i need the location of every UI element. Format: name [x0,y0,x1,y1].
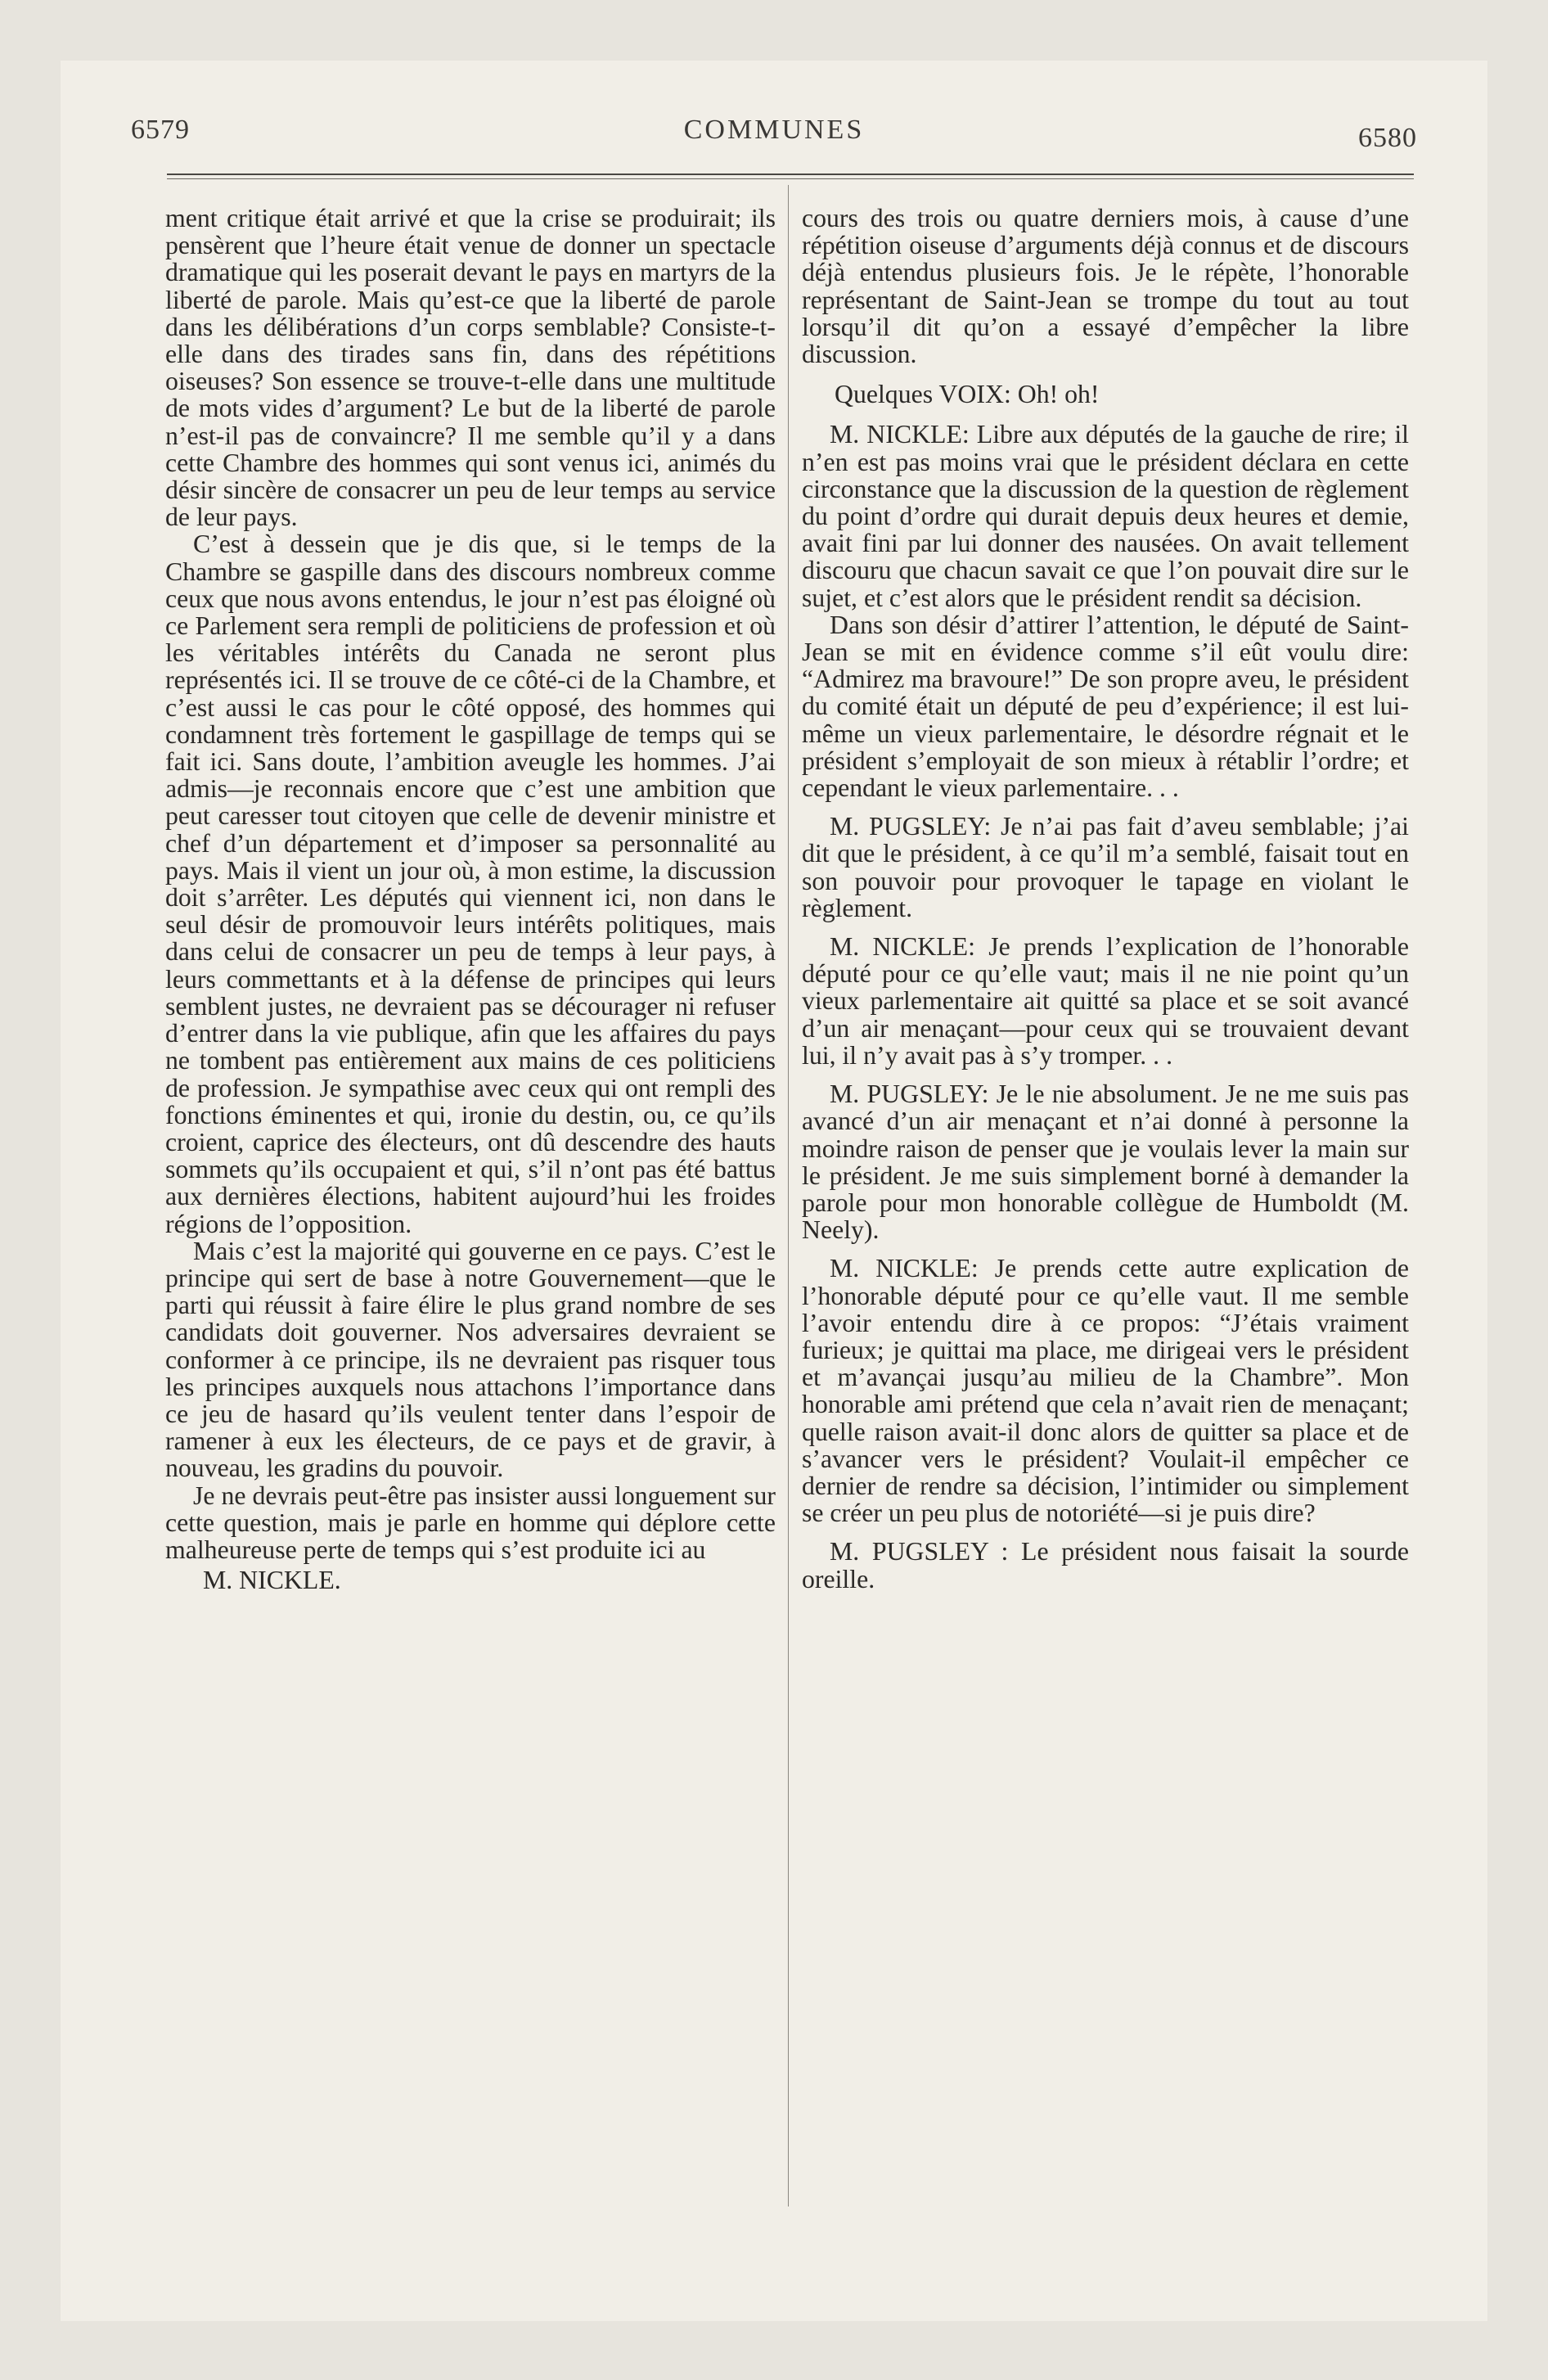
paragraph: Mais c’est la majorité qui gouverne en ce pays. C’est le principe qui sert de base à notre Gouvernement—que le parti qui réussit à faire élire le plus grand nombre de ses candidats doit gouverner. Nos adversaires devraient se conformer à ce principe, ils ne devraient pas risquer tous les principes auxquels nous attachons l’importance dans ce jeu de hasard qu’ils veulent tenter dans l’espoir de ramener à eux les électeurs, de ce pays et de gravir, à nouveau, les gradins du pouvoir. [165,1236,776,1483]
speaker-signature: M. NICKLE. [203,1566,341,1595]
speech-paragraph: M. PUGSLEY: Je le nie absolument. Je ne me suis pas avancé d’un air menaçant et n’ai donné à personne la moindre raison de penser que je voulais lever la main sur le président. Je me suis simplement borné à demander la parole pour mon honorable collègue de Humboldt (M. Neely). [802,1080,1409,1245]
page-header [131,115,1417,164]
paragraph: cours des trois ou quatre derniers mois, à cause d’une répétition oiseuse d’arguments déjà connus et de discours déjà entendus plusieurs fois. Je le répète, l’honorable représentant de Saint-Jean se trompe du tout au tout lorsqu’il dit qu’on a essayé d’empêcher la libre discussion. [802,204,1409,369]
page-number-right: 6580 [1358,123,1417,153]
paragraph: Dans son désir d’attirer l’attention, le député de Saint-Jean se mit en évidence comme s’il eût voulu dire: “Admirez ma bravoure!” De son propre aveu, le président du comité était un député de peu d’expérience; il est lui-même un vieux parlementaire, le désordre régnait et le président s’employait de son mieux à rétablir l’ordre; et cependant le vieux parlementaire. . . [802,610,1409,803]
paragraph: Je ne devrais peut-être pas insister aussi longuement sur cette question, mais je parle en homme qui déplore cette malheureuse perte de temps qui s’est produite ici au [165,1481,776,1564]
header-rule [167,174,1414,175]
speech-paragraph: M. NICKLE: Libre aux députés de la gauche de rire; il n’en est pas moins vrai que le président déclara en cette circonstance que la discussion de la question de règlement du point d’ordre qui durait depuis deux heures et demie, avait fini par lui donner des nausées. On avait tellement discouru que chacun savait ce que l’on pouvait dire sur le sujet, et c’est alors que le président rendit sa décision. [802,420,1409,612]
column-divider [788,185,789,2206]
speech-paragraph: M. PUGSLEY : Le président nous faisait la sourde oreille. [802,1537,1409,1593]
speech-paragraph: M. NICKLE: Je prends l’explication de l’honorable député pour ce qu’elle vaut; mais il ne nie point qu’un vieux parlementaire ait quitté sa place et se soit avancé d’un air menaçant—pour ceux qui se trouvaient devant lui, il n’y avait pas à s’y tromper. . . [802,932,1409,1070]
page-number-left: 6579 [131,115,190,145]
paragraph: ment critique était arrivé et que la crise se produirait; ils pensèrent que l’heure était venue de donner un spectacle dramatique qui les poserait devant le pays en martyrs de la liberté de parole. Mais qu’est-ce que la liberté de parole dans les délibérations d’un corps semblable? Consiste-t-elle dans des tirades sans fin, dans des répétitions oiseuses? Son essence se trouve-t-elle dans une multitude de mots vides d’argument? Le but de la liberté de parole n’est-il pas de convaincre? Il me semble qu’il y a dans cette Chambre des hommes qui sont venus ici, animés du désir sincère de consacrer un peu de leur temps au service de leur pays. [165,204,776,532]
right-column [802,205,1409,1593]
header-rule-thin [167,178,1414,179]
hansard-page [61,61,1487,2321]
speech-paragraph: M. PUGSLEY: Je n’ai pas fait d’aveu semblable; j’ai dit que le président, à ce qu’il m’a semblé, faisait tout en son pouvoir pour provoquer le tapage en violant le règlement. [802,812,1409,922]
left-column [165,205,776,1593]
speech-paragraph: M. NICKLE: Je prends cette autre explication de l’honorable député pour ce qu’elle vaut. Il me semble l’avoir entendu dire à ce propos: “J’étais vraiment furieux; je quittai ma place, me dirigeai vers le président et m’avançai jusqu’au milieu de la Chambre”. Mon honorable ami prétend que cela n’avait rien de menaçant; quelle raison avait-il donc alors de quitter sa place et de s’avancer vers le président? Voulait-il empêcher ce dernier de rendre sa décision, l’intimider ou simplement se créer un peu plus de notoriété—si je puis dire? [802,1254,1409,1528]
running-head: COMMUNES [683,115,865,145]
paragraph: C’est à dessein que je dis que, si le temps de la Chambre se gaspille dans des discours nombreux comme ceux que nous avons entendus, le jour n’est pas éloigné où ce Parlement sera rempli de politiciens de profession et où les véritables intérêts du Canada ne seront plus représentés ici. Il se trouve de ce côté-ci de la Chambre, et c’est aussi le cas pour le côté opposé, des hommes qui condamnent très fortement le gaspillage de temps qui se fait ici. Sans doute, l’ambition aveugle les hommes. J’ai admis—je reconnais encore que c’est une ambition que peut caresser tout citoyen que celle de devenir ministre et chef d’un département et d’imposer sa personnalité au pays. Mais il vient un jour où, à mon estime, la discussion doit s’arrêter. Les députés qui viennent ici, non dans le seul désir de promouvoir leurs intérêts politiques, mais dans celui de consacrer un peu de temps à leur pays, à leurs commettants et à la défense de principes qui leurs semblent justes, ne devraient pas se décourager ni refuser d’entrer dans la vie publique, afin que les affaires du pays ne tombent pas entièrement aux mains de ces politiciens de profession. Je sympathise avec ceux qui ont rempli des fonctions éminentes et qui, ironie du destin, ou, ce qu’ils croient, caprice des électeurs, ont dû descendre des hauts sommets qu’ils occupaient et qui, s’il n’ont pas été battus aux dernières élections, habitent aujourd’hui les froides régions de l’opposition. [165,530,776,1238]
interjection: Quelques VOIX: Oh! oh! [835,380,1100,409]
